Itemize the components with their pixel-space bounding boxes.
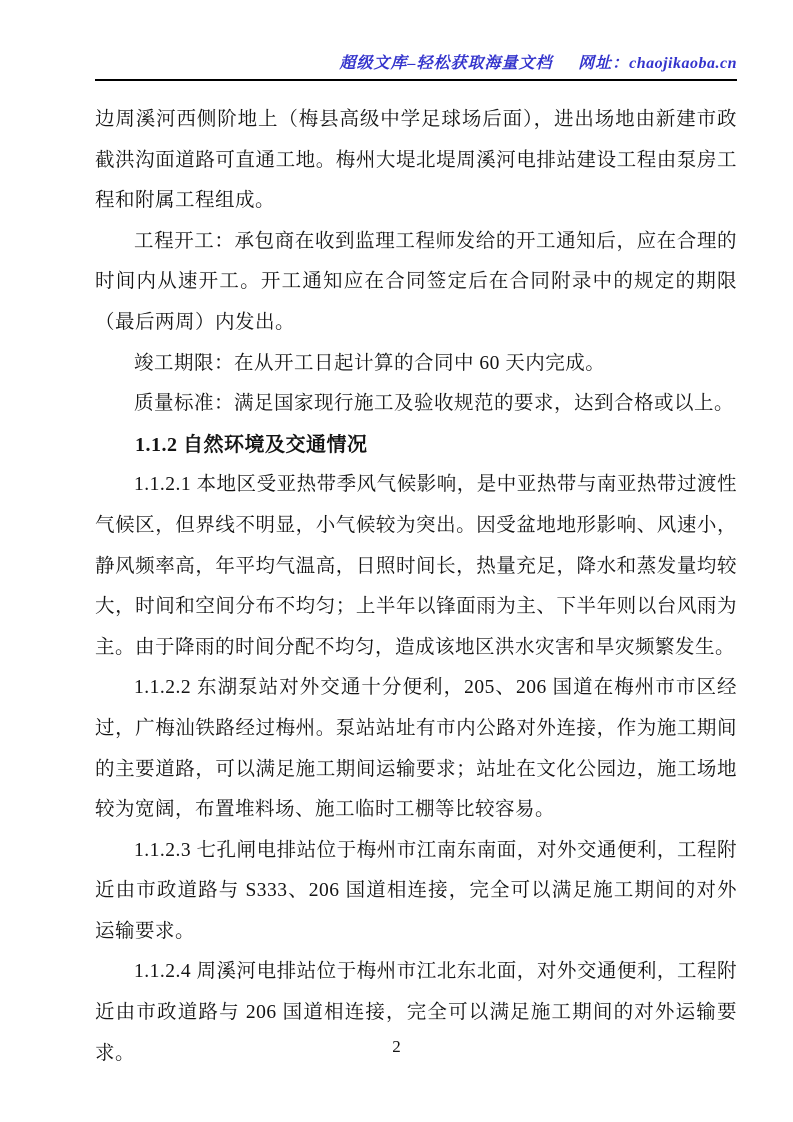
page-footer [0, 1036, 793, 1058]
paragraph-continuation: 边周溪河西侧阶地上（梅县高级中学足球场后面），进出场地由新建市政截洪沟面道路可直通工地。梅州大堤北堤周溪河电排站建设工程由泵房工程和附属工程组成。 [95, 109, 737, 212]
page-header [95, 54, 737, 81]
paragraph-completion-deadline: 竣工期限：在从开工日起计算的合同中 60 天内完成。 [134, 352, 606, 374]
header-url-label: 网址： [578, 55, 630, 72]
header-url-link[interactable]: chaojikaoba.cn [629, 55, 737, 72]
paragraph-project-start: 工程开工：承包商在收到监理工程师发给的开工通知后，应在合理的时间内从速开工。开工通知应在合同签定后在合同附录中的规定的期限（最后两周）内发出。 [95, 230, 737, 333]
paragraph-donghu-station: 1.1.2.2 东湖泵站对外交通十分便利，205、206 国道在梅州市市区经过，广梅汕铁路经过梅州。泵站站址有市内公路对外连接，作为施工期间的主要道路，可以满足施工期间运输要求；站址在文化公园边，施工场地较为宽阔，布置堆料场、施工临时工棚等比较容易。 [95, 677, 737, 821]
document-body [95, 100, 737, 1074]
section-heading-1-1-2: 1.1.2 自然环境及交通情况 [135, 433, 368, 456]
paragraph-climate: 1.1.2.1 本地区受亚热带季风气候影响，是中亚热带与南亚热带过渡性气候区，但界线不明显，小气候较为突出。因受盆地地形影响、风速小，静风频率高，年平均气温高，日照时间长，热量充足，降水和蒸发量均较大，时间和空间分布不均匀；上半年以锋面雨为主、下半年则以台风雨为主。由于降雨的时间分配不均匀，造成该地区洪水灾害和旱灾频繁发生。 [95, 474, 737, 658]
paragraph-quality-standard: 质量标准：满足国家现行施工及验收规范的要求，达到合格或以上。 [134, 393, 735, 415]
paragraph-qikongzha-station: 1.1.2.3 七孔闸电排站位于梅州市江南东南面，对外交通便利，工程附近由市政道路与 S333、206 国道相连接，完全可以满足施工期间的对外运输要求。 [95, 839, 737, 942]
page-number: 2 [392, 1037, 401, 1056]
header-brand-text: 超级文库–轻松获取海量文档 [339, 55, 553, 72]
paragraph-zhouxihe-station: 1.1.2.4 周溪河电排站位于梅州市江北东北面，对外交通便利，工程附近由市政道路与 206 国道相连接，完全可以满足施工期间的对外运输要求。 [95, 961, 737, 1064]
